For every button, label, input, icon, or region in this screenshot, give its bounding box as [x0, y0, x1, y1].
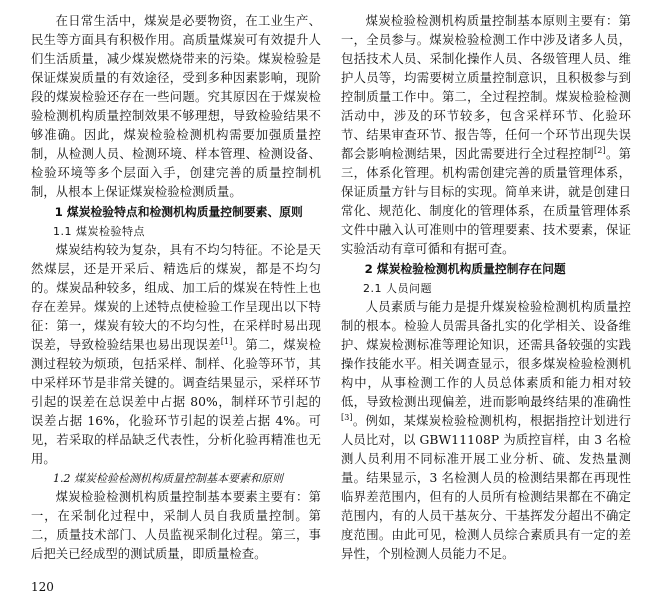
subsection-1-2-paragraph: 煤炭检验检测机构质量控制基本要素主要有：第一，在采制化过程中，采制人员自我质量控制。第二，质量技术部门、人员监视采制化过程。第三，事后把关已经成型的测试质量，即质量检查。 — [31, 490, 321, 561]
subsection-1-2-heading: 1.2 煤炭检验检测机构质量控制基本要素和原则 — [53, 472, 283, 485]
left-column — [31, 12, 321, 564]
text-span: 。例如，某煤炭检验检测机构，根据指控计划进行人员比对，以 GBW11108P 为质控盲样，由 3 名检测人员利用不同标准开展工业分析、硫、发热量测量。结果显示，3 名检测人员的检测结果都在再现性临界差范围内，但有的人员所有检测结果都在不确定范围内，有的人员干基灰分、干基挥发分超出不确定度范围。由此可见，检测人员综合素质具有一定的差异性，个别检测人员能力不足。 — [341, 414, 631, 561]
right-column — [341, 12, 631, 564]
subsection-1-1-paragraph — [31, 241, 321, 469]
text-span: 煤炭检验检测机构质量控制基本原则主要有：第一，全员参与。煤炭检验检测工作中涉及诸多人员，包括技术人员、采制化操作人员、各级管理人员、维护人员等，均需要树立质量控制意识，且积极参与到控制质量工作中。第二，全过程控制。煤炭检验检测活动中，涉及的环节较多，包含采样环节、化验环节、结果审查环节、报告等，任何一个环节出现失误都会影响检测结果，因此需要进行全过程控制 — [341, 14, 631, 161]
citation-2: [2] — [594, 145, 606, 155]
section-2-heading: 2 煤炭检验检测机构质量控制存在问题 — [364, 262, 566, 276]
section-1-heading: 1 煤炭检验特点和检测机构质量控制要素、原则 — [54, 205, 303, 219]
text-span: 煤炭结构较为复杂，具有不均匀特征。不论是天然煤层，还是开采后、精选后的煤炭，都是不均匀的。煤炭品种较多，组成、加工后的煤炭在特性上也存在差异。煤炭的上述特点使检验工作呈现出以下特征：第一，煤炭有较大的不均匀性，在采样时易出现误差，导致检验结果也易出现误差 — [31, 243, 321, 352]
subsection-2-1-paragraph — [341, 298, 631, 564]
citation-3: [3] — [341, 412, 353, 422]
subsection-2-1-heading: 2.1 人员问题 — [363, 282, 432, 295]
intro-paragraph: 在日常生活中，煤炭是必要物资，在工业生产、民生等方面具有积极作用。高质量煤炭可有效提升人们生活质量，减少煤炭燃烧带来的污染。煤炭检验是保证煤炭质量的有效途径，受到多种因素影响，现阶段的煤炭检验还存在一些问题。究其原因在于煤炭检验检测机构质量控制效果不够理想，导致检验结果不够准确。因此，煤炭检验检测机构需要加强质量控制，从检测人员、检测环境、样本管理、检测设备、检验环境等多个层面入手，创建完善的质量控制机制，从根本上保证煤炭检验检测质量。 — [31, 14, 321, 199]
principles-paragraph — [341, 12, 631, 259]
text-span: 。第二，煤炭检测过程较为烦琐，包括采样、制样、化验等环节，其中采样环节是非常关键的。调查结果显示，采样环节引起的误差在总误差中占据 80%，制样环节引起的误差占据 16%，化验环节引起的误差占据 4%。可见，若采取的样品缺乏代表性，分析化验再精准也无用。 — [31, 338, 321, 466]
citation-1: [1] — [220, 336, 233, 346]
page-number: 120 — [31, 580, 54, 594]
text-span: 人员素质与能力是提升煤炭检验检测机构质量控制的根本。检验人员需具备扎实的化学相关、设备维护、煤炭检测标准等理论知识，还需具备较强的实践操作技能水平。相关调查显示，很多煤炭检验检测机构中，从事检测工作的人员总体素质和能力相对较低，导致检测出现偏差，进而影响最终结果的准确性 — [341, 300, 631, 409]
text-span: 。第三，体系化管理。机构需创建完善的质量管理体系，保证质量方针与目标的实现。简单来讲，就是创建日常化、规范化、制度化的管理体系，在质量管理体系文件中融入认可准则中的管理要素、技术要素，保证实验活动有章可循和有据可查。 — [341, 147, 631, 256]
subsection-1-1-heading: 1.1 煤炭检验特点 — [53, 225, 145, 238]
